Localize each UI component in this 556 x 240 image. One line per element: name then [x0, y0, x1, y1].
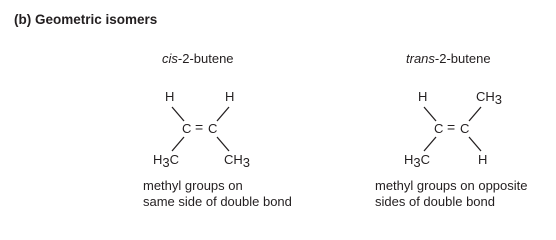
cis-double-bond: = — [195, 119, 204, 135]
cis-carbon-left: C — [182, 121, 192, 136]
cis-top-left-atom: H — [165, 89, 175, 104]
cis-top-right-atom: H — [225, 89, 235, 104]
trans-prefix: trans — [406, 51, 435, 66]
trans-top-left-atom: H — [418, 89, 428, 104]
cis-bond-bottom-left — [172, 137, 184, 151]
trans-caption-line-2: sides of double bond — [375, 193, 495, 209]
trans-bond-bottom-left — [424, 137, 436, 151]
trans-bond-top-left — [424, 107, 436, 121]
cis-suffix: -2-butene — [177, 51, 234, 66]
cis-bond-bottom-right — [217, 137, 229, 151]
trans-double-bond: = — [447, 119, 456, 135]
trans-carbon-right: C — [460, 121, 470, 136]
trans-bond-top-right — [469, 107, 481, 121]
cis-methyl-right: CH3 — [224, 152, 251, 170]
figure-heading: (b) Geometric isomers — [14, 12, 158, 27]
cis-prefix: cis — [162, 51, 178, 66]
cis-carbon-right: C — [208, 121, 218, 136]
trans-caption — [375, 178, 527, 209]
cis-caption — [143, 178, 292, 209]
cis-caption-line-1: methyl groups on — [143, 178, 243, 193]
trans-caption-line-1: methyl groups on opposite — [375, 178, 528, 193]
cis-methyl-left: H3C — [153, 152, 180, 170]
trans-suffix: -2-butene — [434, 51, 491, 66]
cis-caption-line-2: same side of double bond — [143, 193, 292, 209]
trans-methyl-left: H3C — [404, 152, 431, 170]
trans-bottom-right-atom: H — [478, 152, 488, 167]
trans-carbon-left: C — [434, 121, 444, 136]
cis-2-butene-structure — [153, 89, 250, 170]
trans-bond-bottom-right — [469, 137, 481, 151]
cis-bond-top-right — [217, 107, 229, 121]
trans-2-butene-structure — [404, 89, 502, 170]
cis-bond-top-left — [172, 107, 184, 121]
trans-methyl-right: CH3 — [476, 89, 503, 107]
